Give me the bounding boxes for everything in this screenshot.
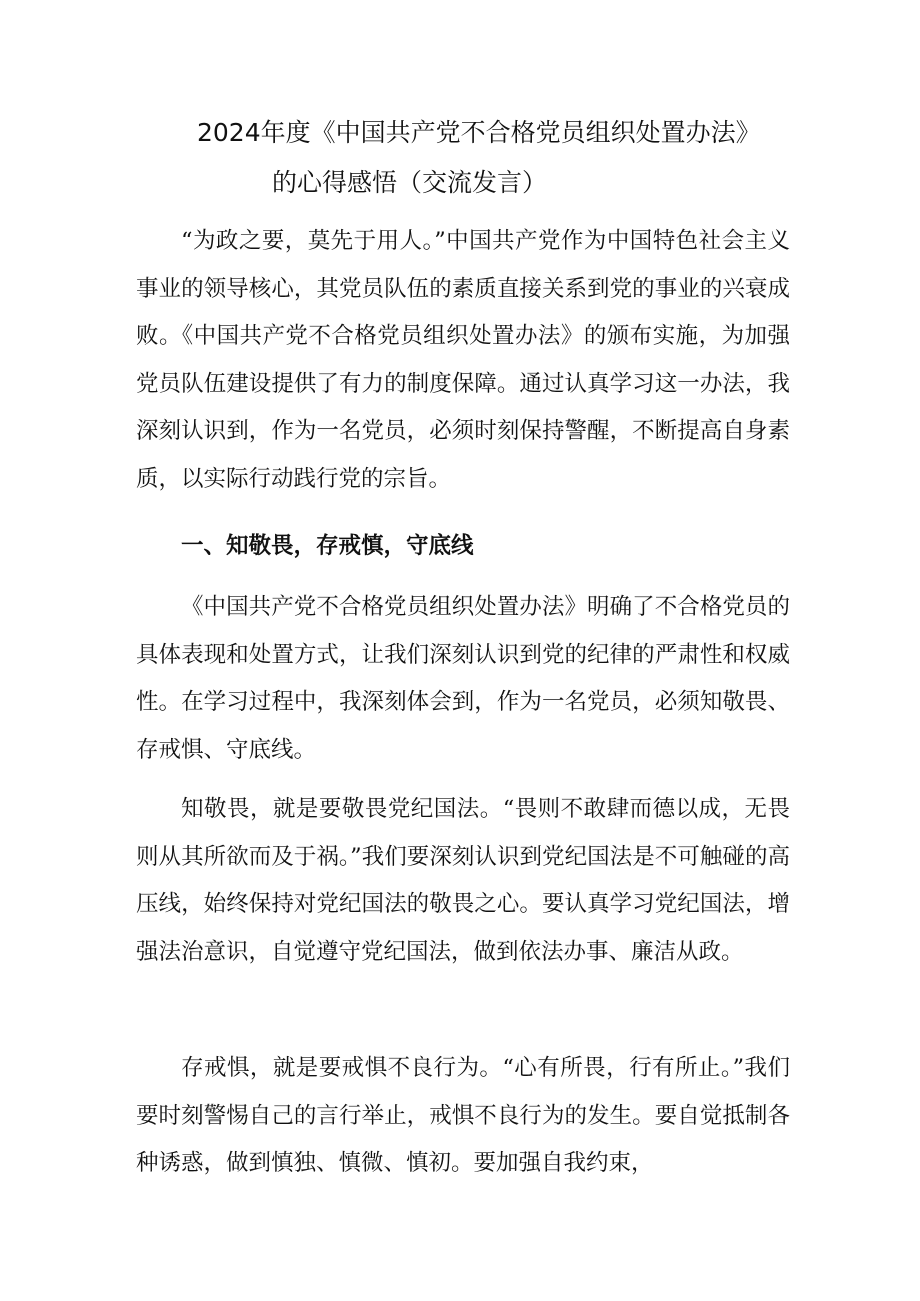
paragraph-zhi-jing-wei: 知敬畏，就是要敬畏党纪国法。“畏则不敢肆而德以成，无畏则从其所欲而及于祸。”我们要深刻认识到党纪国法是不可触碰的高压线，始终保持对党纪国法的敬畏之心。要认真学习党纪国法，增强法治意识，自觉遵守党纪国法，做到依法办事、廉洁从政。 [136,796,790,965]
paragraph-cun-jie-ju: 存戒惧，就是要戒惧不良行为。“心有所畏，行有所止。”我们要时刻警惕自己的言行举止，戒惧不良行为的发生。要自觉抵制各种诱惑，做到慎独、慎微、慎初。要加强自我约束， [136,1055,790,1176]
section-heading-1: 一、知敬畏，存戒慎，守底线 [181,533,474,559]
paragraph-intro: “为政之要，莫先于用人。”中国共产党作为中国特色社会主义事业的领导核心，其党员队伍的素质直接关系到党的事业的兴衰成败。《中国共产党不合格党员组织处置办法》的颁布实施，为加强党员队伍建设提供了有力的制度保障。通过认真学习这一办法，我深刻认识到，作为一名党员，必须时刻保持警醒，不断提高自身素质，以实际行动践行党的宗旨。 [136,228,790,492]
paragraph-section-1-intro: 《中国共产党不合格党员组织处置办法》明确了不合格党员的具体表现和处置方式，让我们深刻认识到党的纪律的严肃性和权威性。在学习过程中，我深刻体会到，作为一名党员，必须知敬畏、存戒惧、守底线。 [136,594,790,763]
document-title-line-1: 2024年度《中国共产党不合格党员组织处置办法》 [197,118,761,147]
document-title-line-2: 的心得感悟（交流发言） [272,168,548,197]
